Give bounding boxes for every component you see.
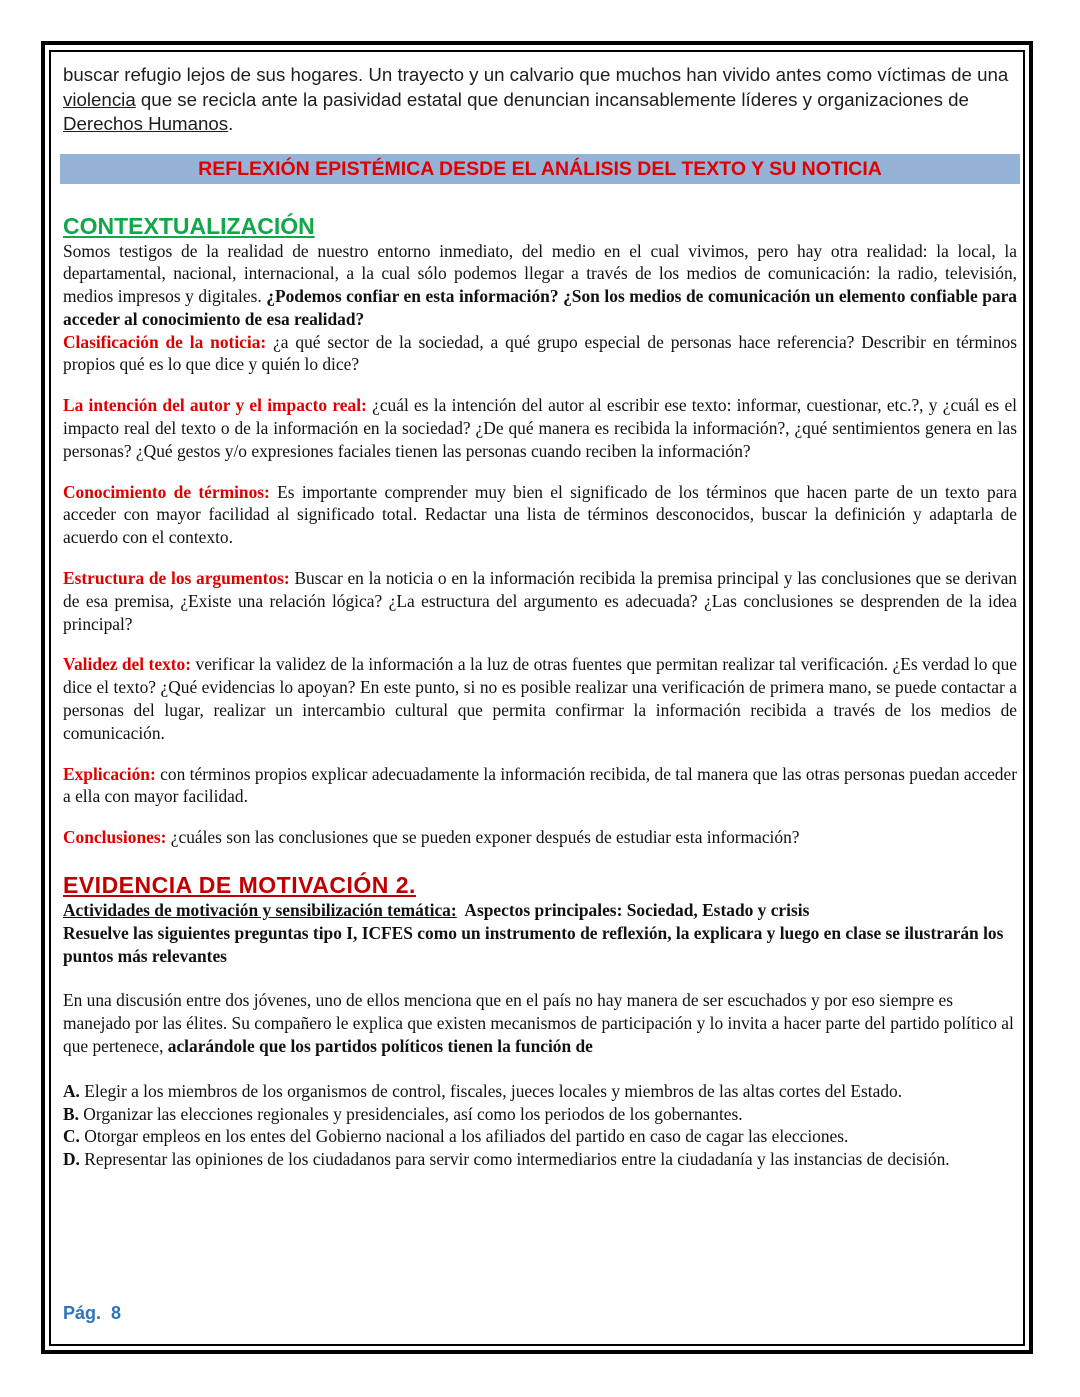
section-label: Validez del texto: <box>63 654 192 675</box>
option-c[interactable] <box>63 1125 1017 1148</box>
options-list <box>63 1080 1017 1171</box>
intro-text-1: buscar refugio lejos de sus hogares. Un trayecto y un calvario que muchos han vivido antes como víctimas de una <box>63 64 1009 85</box>
section-text: ¿a qué sector de la sociedad, a qué grupo especial de personas hace referencia? Describir en términos propios qué es lo que dice y quién lo dice? <box>63 331 1017 375</box>
section-label: Clasificación de la noticia: <box>63 331 267 352</box>
intro-paragraph <box>63 63 1017 137</box>
intro-text-3: . <box>228 113 234 134</box>
option-a[interactable] <box>63 1080 1017 1103</box>
section-label: Estructura de los argumentos: <box>63 568 290 589</box>
section-arguments <box>63 567 1017 635</box>
section-explanation <box>63 763 1017 809</box>
derechos-humanos-link[interactable]: Derechos Humanos <box>63 113 229 134</box>
contextualization-heading: CONTEXTUALIZACIÓN <box>63 212 315 239</box>
section-validity <box>63 653 1017 744</box>
option-d[interactable] <box>63 1148 1017 1171</box>
option-letter: D. <box>63 1149 80 1170</box>
section-terms <box>63 481 1017 549</box>
section-classification <box>63 331 1017 377</box>
page-content <box>63 63 1017 1171</box>
option-text: Representar las opiniones de los ciudadanos para servir como intermediarios entre la ciudadanía y las instancias de decisión. <box>79 1149 950 1170</box>
intro-text-2: que se recicla ante la pasividad estatal que denuncian incansablemente líderes y organizaciones de <box>135 88 969 110</box>
context-text: Somos testigos de la realidad de nuestro entorno inmediato, del medio en el cual vivimos, pero hay otra realidad: la local, la departamental, nacional, internacional, a la cual sólo podemos llegar a través de los medios de comunicación: la radio, televisión, medios impresos y digitales. <box>63 240 1017 307</box>
section-banner: REFLEXIÓN EPISTÉMICA DESDE EL ANÁLISIS DEL TEXTO Y SU NOTICIA <box>60 154 1020 184</box>
option-letter: C. <box>63 1126 80 1147</box>
question-paragraph <box>63 989 1017 1057</box>
option-b[interactable] <box>63 1103 1017 1126</box>
instructions: Resuelve las siguientes preguntas tipo I, ICFES como un instrumento de reflexión, la explicara y luego en clase se ilustrarán los puntos más relevantes <box>63 922 1004 966</box>
section-text: ¿cuál es la intención del autor al escribir ese texto: informar, cuestionar, etc.?, y ¿cuál es el impacto real del texto o de la información en la sociedad? ¿De qué manera es recibida la información?, ¿qué sentimientos genera en las personas? ¿Qué gestos y/o expresiones faciales tienen las personas cuando reciben la información? <box>63 395 1017 461</box>
page-number: Pág. 8 <box>63 1303 122 1323</box>
section-text: Es importante comprender muy bien el significado de los términos que hacen parte de un texto para acceder con mayor facilidad al significado total. Redactar una lista de términos desconocidos, buscar la definición y adaptarla de acuerdo con el contexto. <box>63 481 1017 548</box>
activities-line <box>63 899 1017 922</box>
question-bold: aclarándole que los partidos políticos tienen la función de <box>167 1036 593 1057</box>
section-text: con términos propios explicar adecuadamente la información recibida, de tal manera que las otras personas puedan acceder a ella con mayor facilidad. <box>63 763 1017 807</box>
option-text: Elegir a los miembros de los organismos de control, fiscales, jueces locales y miembros de las altas cortes del Estado. <box>79 1080 903 1101</box>
section-label: La intención del autor y el impacto real: <box>63 395 367 416</box>
option-text: Organizar las elecciones regionales y presidenciales, así como los periodos de los gobernantes. <box>78 1103 743 1124</box>
section-text: verificar la validez de la información a la luz de otras fuentes que permitan realizar tal verificación. ¿Es verdad lo que dice el texto? ¿Qué evidencias lo apoyan? En este punto, si no es posible realizar una verificación de primera mano, se puede contactar a personas del lugar, realizar un intercambio cultural que permita confirmar la información recibida a través de los medios de comunicación. <box>63 654 1017 743</box>
option-text: Otorgar empleos en los entes del Gobierno nacional a los afiliados del partido en caso de cagar las elecciones. <box>79 1126 849 1147</box>
option-letter: B. <box>63 1103 79 1124</box>
section-label: Conocimiento de términos: <box>63 481 270 502</box>
context-question: ¿Podemos confiar en esta información? ¿Son los medios de comunicación un elemento confiable para acceder al conocimiento de esa realidad? <box>63 286 1018 329</box>
section-label: Conclusiones: <box>63 827 167 848</box>
section-conclusions <box>63 826 1017 849</box>
contextualization-paragraph <box>63 240 1017 331</box>
activities-rest: Aspectos principales: Sociedad, Estado y crisis <box>456 900 810 921</box>
question-text: En una discusión entre dos jóvenes, uno de ellos menciona que en el país no hay manera de ser escuchados y por eso siempre es manejado por las élites. Su compañero le explica que existen mecanismos de participación y lo invita a hacer parte del partido político al que pertenece, <box>63 990 1014 1057</box>
section-author-intent <box>63 394 1017 462</box>
activities-underlined: Actividades de motivación y sensibilización temática: <box>63 900 457 921</box>
section-text: ¿cuáles son las conclusiones que se pueden exponer después de estudiar esta información? <box>166 827 800 848</box>
evidence-heading: EVIDENCIA DE MOTIVACIÓN 2. <box>63 872 416 899</box>
violencia-link[interactable]: violencia <box>63 88 136 110</box>
section-text: Buscar en la noticia o en la información recibida la premisa principal y las conclusiones que se derivan de esa premisa, ¿Existe una relación lógica? ¿La estructura del argumento es adecuada? ¿Las conclusiones se desprenden de la idea principal? <box>63 568 1017 634</box>
option-letter: A. <box>63 1080 80 1101</box>
section-label: Explicación: <box>63 763 156 784</box>
